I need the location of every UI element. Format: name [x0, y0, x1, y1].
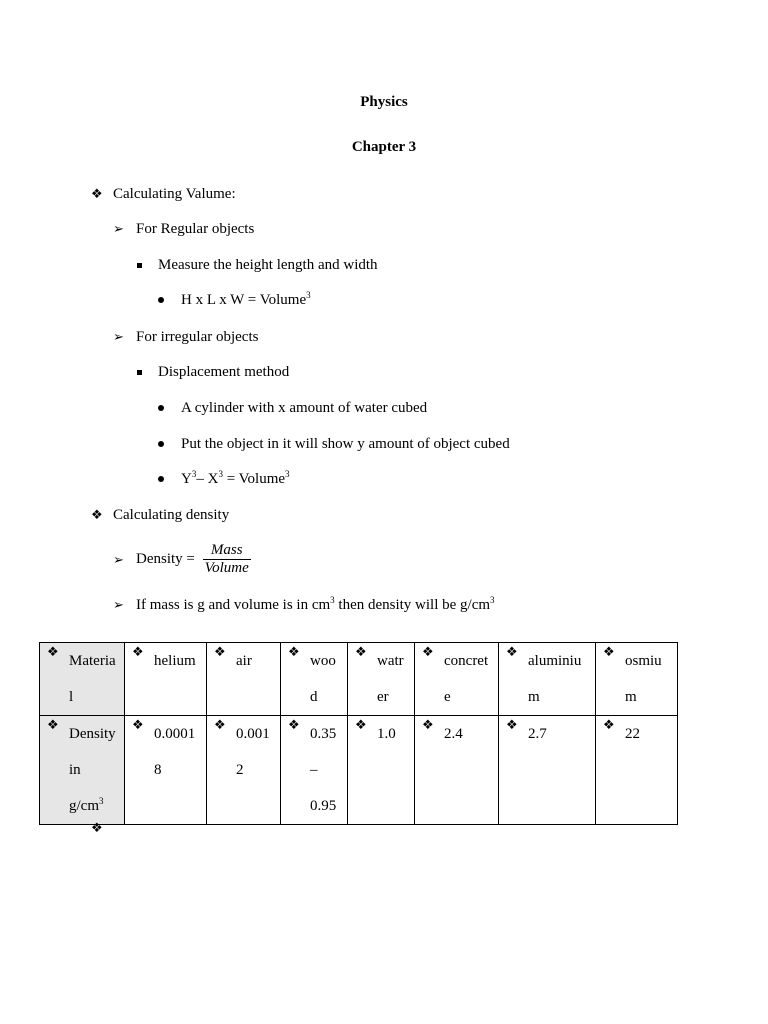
regular-objects-label: For Regular objects — [136, 221, 255, 237]
cell-line: m — [625, 689, 637, 705]
table-cell — [348, 716, 415, 825]
formula-minus-x: – X — [196, 471, 219, 487]
cell-line: 2.7 — [528, 726, 547, 742]
step-cylinder: A cylinder with x amount of water cubed — [181, 400, 428, 416]
density-formula — [136, 542, 251, 577]
table-cell — [281, 643, 348, 716]
table-cell — [281, 716, 348, 825]
cell-line: aluminiu — [528, 653, 582, 669]
round-bullet-icon — [158, 476, 164, 482]
density-units-note — [136, 597, 495, 614]
irregular-objects-label: For irregular objects — [136, 329, 259, 345]
regular-formula-sup: 3 — [306, 290, 311, 300]
cell-line: – — [310, 762, 318, 778]
cell-line: er — [377, 689, 389, 705]
fraction-numerator: Mass — [210, 542, 243, 558]
diamond-bullet-icon: ❖ — [214, 718, 226, 733]
note-sup2: 3 — [490, 595, 495, 605]
note-part1: If mass is g and volume is in cm — [136, 597, 331, 613]
cell-line: e — [444, 689, 451, 705]
diamond-bullet-icon: ❖ — [47, 718, 59, 733]
arrow-bullet-icon: ➢ — [113, 222, 124, 237]
table-cell — [125, 643, 207, 716]
density-table — [39, 642, 678, 825]
square-bullet-icon — [137, 263, 142, 268]
cell-line: woo — [310, 653, 336, 669]
diamond-bullet-icon: ❖ — [288, 718, 300, 733]
cell-line: concret — [444, 653, 489, 669]
density-label: Density = — [136, 551, 199, 567]
cell-line: helium — [154, 653, 196, 669]
table-cell — [499, 643, 596, 716]
table-cell — [207, 716, 281, 825]
cell-line: 0.35 — [310, 726, 337, 742]
table-cell — [596, 643, 678, 716]
diamond-bullet-icon: ❖ — [422, 645, 434, 660]
diamond-bullet-icon: ❖ — [506, 718, 518, 733]
table-cell — [415, 716, 499, 825]
cell-unit: g/cm — [69, 798, 99, 814]
diamond-bullet-icon: ❖ — [603, 645, 615, 660]
formula-eq-volume: = Volume — [222, 471, 286, 487]
round-bullet-icon — [158, 297, 164, 303]
table-cell — [499, 716, 596, 825]
note-part2: then density will be g/cm — [334, 597, 491, 613]
table-header-cell — [40, 716, 125, 825]
arrow-bullet-icon: ➢ — [113, 553, 124, 568]
diamond-bullet-icon: ❖ — [91, 821, 103, 836]
cell-line: d — [310, 689, 318, 705]
diamond-bullet-icon: ❖ — [422, 718, 434, 733]
heading-calculating-density: Calculating density — [113, 507, 230, 523]
diamond-bullet-icon: ❖ — [506, 645, 518, 660]
arrow-bullet-icon: ➢ — [113, 330, 124, 345]
cell-line: 8 — [154, 762, 162, 778]
round-bullet-icon — [158, 405, 164, 411]
note-sup1: 3 — [330, 595, 335, 605]
cell-line: m — [528, 689, 540, 705]
diamond-bullet-icon: ❖ — [47, 645, 59, 660]
cell-line: 0.95 — [310, 798, 337, 814]
table-row — [40, 716, 678, 825]
formula-x-sup: 3 — [218, 469, 223, 479]
formula-y-sup: 3 — [191, 469, 197, 479]
cell-line: 0.001 — [236, 726, 270, 742]
diamond-bullet-icon: ❖ — [288, 645, 300, 660]
diamond-bullet-icon: ❖ — [91, 187, 103, 202]
table-cell — [348, 643, 415, 716]
cell-line: watr — [377, 653, 404, 669]
step-object: Put the object in it will show y amount of object cubed — [181, 436, 510, 452]
square-bullet-icon — [137, 370, 142, 375]
displacement-item: Displacement method — [158, 364, 290, 380]
table-cell — [125, 716, 207, 825]
table-cell — [207, 643, 281, 716]
diamond-bullet-icon: ❖ — [132, 645, 144, 660]
table-cell — [415, 643, 499, 716]
irregular-formula — [181, 471, 290, 488]
cell-line: Materia — [69, 653, 116, 669]
diamond-bullet-icon: ❖ — [91, 508, 103, 523]
measure-item: Measure the height length and width — [158, 257, 378, 273]
cell-line: 1.0 — [377, 726, 396, 742]
cell-line: 0.0001 — [154, 726, 196, 742]
diamond-bullet-icon: ❖ — [603, 718, 615, 733]
cell-line: in — [69, 762, 81, 778]
density-fraction — [203, 542, 251, 577]
table-header-cell — [40, 643, 125, 716]
diamond-bullet-icon: ❖ — [214, 645, 226, 660]
arrow-bullet-icon: ➢ — [113, 598, 124, 613]
diamond-bullet-icon: ❖ — [355, 645, 367, 660]
formula-volume-sup: 3 — [285, 469, 290, 479]
cell-line: l — [69, 689, 74, 705]
diamond-bullet-icon: ❖ — [355, 718, 367, 733]
fraction-denominator: Volume — [204, 560, 249, 576]
cell-line: osmiu — [625, 653, 662, 669]
table-row — [40, 643, 678, 716]
round-bullet-icon — [158, 441, 164, 447]
diamond-bullet-icon: ❖ — [132, 718, 144, 733]
cell-line: 2.4 — [444, 726, 463, 742]
regular-formula — [181, 292, 311, 309]
cell-line: 2 — [236, 762, 244, 778]
cell-line: Density — [69, 726, 116, 742]
page-title: Physics — [360, 94, 408, 110]
table-cell — [596, 716, 678, 825]
cell-unit-sup: 3 — [99, 796, 104, 806]
cell-line: 22 — [625, 726, 640, 742]
chapter-title: Chapter 3 — [351, 139, 417, 155]
heading-calculating-volume: Calculating Valume: — [113, 186, 236, 202]
cell-line: air — [236, 653, 252, 669]
formula-y: Y — [181, 471, 192, 487]
cell-line — [69, 788, 120, 824]
regular-formula-text: H x L x W = Volume — [181, 292, 307, 308]
